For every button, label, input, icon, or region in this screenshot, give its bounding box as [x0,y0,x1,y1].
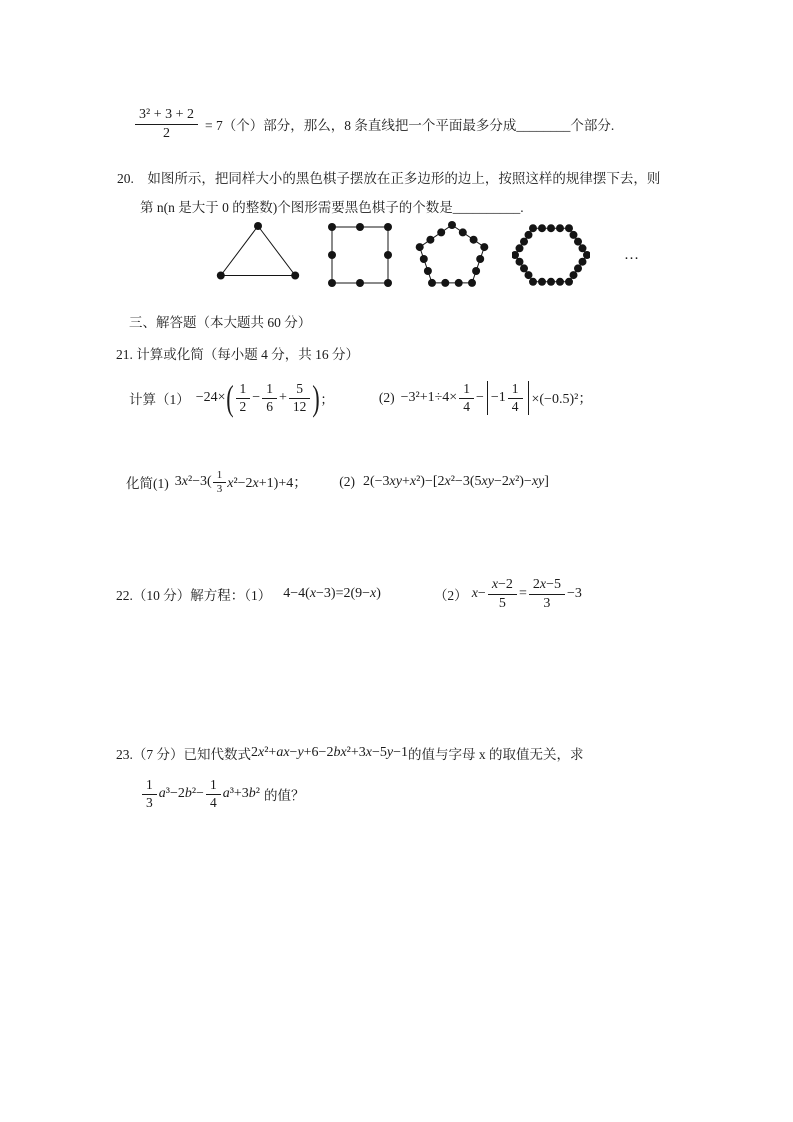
absolute-value [487,381,529,416]
q21-calc-label2: (2) [378,390,395,405]
q19-continuation [133,98,614,150]
num: 1 [236,381,251,399]
den: 2 [239,398,247,414]
num: 1 [142,777,157,795]
q22-head: 22.（10 分）解方程：（1） [116,588,272,603]
fraction-one-quarter [459,381,474,416]
q21-calc-label: 计算（1） [129,392,190,407]
q21-calc-row [129,374,592,422]
fraction-one-quarter-3 [206,777,221,812]
calc2-tail: ×(−0.5)²； [531,392,593,407]
q21-title: 21. 计算或化简（每小题 4 分，共 16 分） [116,347,359,362]
q21-simp-label: 化简(1) [126,476,169,491]
fraction-x-minus-2-over-5 [488,576,517,612]
fraction-one-quarter-2 [508,381,523,416]
q22-label2: （2） [433,588,468,603]
fraction-one-third-2 [142,777,157,812]
abs-pre: −1 [490,390,506,405]
fraction-2x-minus-5-over-3 [529,576,565,612]
den: 6 [266,398,273,414]
q23-head: 23.（7 分）已知代数式 [116,747,251,762]
den: 5 [498,595,506,611]
figure-square [328,223,392,287]
section-three-heading: 三、解答题（本大题共 60 分） [129,315,312,330]
den: 12 [292,398,307,414]
left-paren: ( [225,377,234,418]
q23-expr: 2x²+ax−y+6−2bx²+3x−5y−1 [251,745,409,760]
q23-end: 的值？ [263,788,305,803]
den: 3 [146,794,153,810]
den: 4 [511,398,519,414]
num: 2x−5 [529,576,565,595]
q19-text: = 7（个）部分，那么，8 条直线把一个平面最多分成________个部分. [205,118,615,133]
op-plus: + [278,390,287,405]
fraction-one-sixth [262,381,277,416]
figure-hexagon [512,223,590,287]
right-paren: ) [312,377,321,418]
q21-simp-label2: (2) [339,474,355,489]
q22-eq2-tail: −3 [566,586,582,601]
q23-tail: 的值与字母 x 的取值无关，求 [408,747,584,762]
fraction-five-twelfths [289,381,311,416]
fraction-denominator: 2 [163,125,170,141]
den: 4 [209,794,217,810]
op-minus: − [252,390,261,405]
den: 4 [463,398,470,414]
q23-line1 [116,743,584,763]
q22-row [116,569,582,619]
equals-sign: = [518,586,527,601]
simp1-tail: x²−2x+1)+4； [227,476,308,491]
semicolon: ； [320,392,334,407]
num: 1 [206,777,221,795]
ellipsis: … [624,246,640,263]
simp1-head: 3x²−3( [174,474,212,489]
calc1-head: −24× [195,390,226,405]
q23-m2: a³+3b² [222,786,260,801]
simp2-expr: 2(−3xy+x²)−[2x²−3(5xy−2x²)−xy] [362,474,549,489]
q22-eq2-head: x− [471,586,486,601]
num: 1 [508,381,523,399]
fraction-plane-formula [135,106,198,142]
figure-triangle [210,220,306,290]
q23-line2 [140,772,304,816]
fraction-one-third [213,469,227,494]
op-minus2: − [475,390,484,405]
q21-simplify-row [126,461,549,503]
den: 3 [543,595,551,611]
num: 5 [289,381,311,399]
fraction-numerator: 3² + 3 + 2 [135,106,198,125]
q23-m1: a³−2b²− [158,786,204,801]
num: 1 [213,469,227,482]
num: 1 [262,381,277,399]
q22-eq1: 4−4(x−3)=2(9−x) [283,586,381,601]
q20-line1: 20. 如图所示，把同样大小的黑色棋子摆放在正多边形的边上，按照这样的规律摆下去，则 [117,171,661,186]
den: 3 [216,482,223,495]
num: x−2 [488,576,517,595]
num: 1 [459,381,474,399]
fraction-one-half [236,381,251,416]
calc2-head: −3²+1÷4× [400,390,458,405]
q20-line2: 第 n(n 是大于 0 的整数)个图形需要黑色棋子的个数是__________. [140,200,524,215]
figure-pentagon [414,220,490,290]
pattern-figures [210,217,640,293]
